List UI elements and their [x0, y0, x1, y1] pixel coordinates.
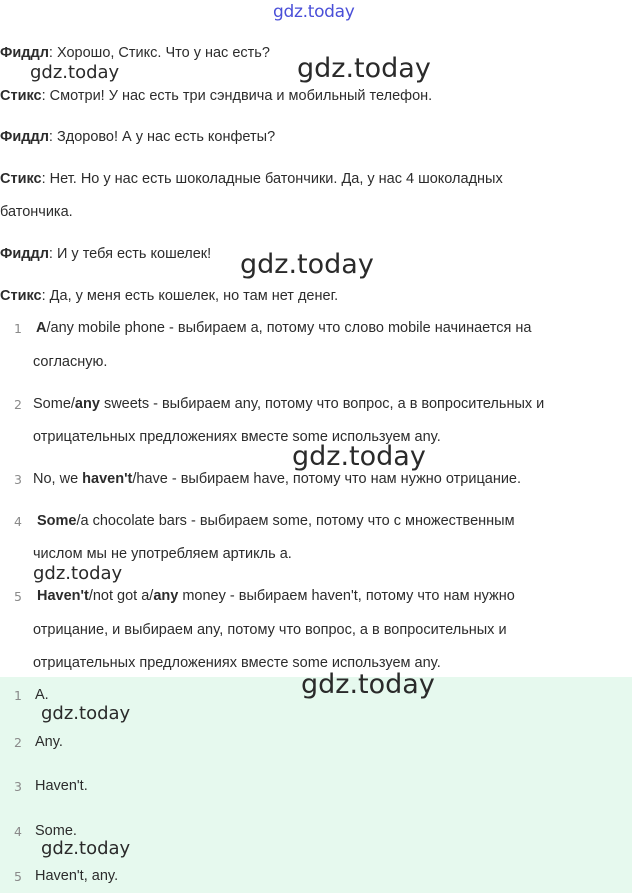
explanation-rest: /any mobile phone - выбираем a, потому что слово mobile начинается на [46, 320, 532, 336]
answer-text: Haven't. [35, 778, 88, 794]
explanation-rest: money - выбираем haven't, потому что нам нужно [178, 588, 515, 604]
item-number: 5 [14, 589, 22, 604]
explanation-text-line2: отрицание, и выбираем any, потому что вопрос, а в вопросительных и [33, 622, 507, 638]
dialogue-line [0, 171, 503, 187]
answer-text: Any. [35, 734, 63, 750]
speaker: Фиддл [0, 246, 49, 262]
chosen-word: haven't [82, 471, 133, 487]
explanation-rest: /have - выбираем have, потому что нам нужно отрицание. [132, 471, 522, 487]
line-text: : Хорошо, Стикс. Что у нас есть? [48, 45, 270, 61]
chosen-word: Some [37, 513, 77, 529]
explanation-text [33, 396, 544, 412]
line-text: : И у тебя есть кошелек! [48, 246, 212, 262]
explanation-pre: No, we [33, 471, 83, 487]
item-number: 3 [14, 779, 22, 794]
watermark: gdz.today [30, 62, 120, 83]
chosen-word: Haven't [37, 588, 89, 604]
item-number: 2 [14, 735, 22, 750]
dialogue-line-continued: батончика. [0, 204, 73, 220]
speaker: Стикс [0, 88, 42, 104]
answer-text: A. [35, 687, 49, 703]
line-text: : Нет. Но у нас есть шоколадные батончики. Да, у нас 4 шоколадных [41, 171, 503, 187]
watermark: gdz.today [41, 703, 131, 724]
dialogue-line [0, 45, 270, 61]
dialogue-line [0, 246, 211, 262]
item-number: 1 [14, 688, 22, 703]
explanation-rest: sweets - выбираем any, потому что вопрос, а в вопросительных и [99, 396, 545, 412]
speaker: Стикс [0, 171, 42, 187]
line-text: : Здорово! А у нас есть конфеты? [48, 129, 276, 145]
dialogue-line [0, 129, 275, 145]
explanation-text [33, 471, 521, 487]
watermark: gdz.today [292, 441, 426, 472]
explanation-text-line2: числом мы не употребляем артикль a. [33, 546, 292, 562]
answer-text: Some. [35, 823, 77, 839]
explanation-pre: Some/ [33, 396, 75, 412]
answer-text: Haven't, any. [35, 868, 119, 884]
line-text: : Да, у меня есть кошелек, но там нет денег. [41, 288, 339, 304]
dialogue-line [0, 88, 432, 104]
dialogue-line [0, 288, 338, 304]
speaker: Стикс [0, 288, 42, 304]
explanation-text [36, 320, 531, 336]
line-text: : Смотри! У нас есть три сэндвича и мобильный телефон. [41, 88, 433, 104]
explanation-rest: /a chocolate bars - выбираем some, потому что с множественным [76, 513, 515, 529]
item-number: 3 [14, 472, 22, 487]
explanation-text [37, 588, 515, 604]
explanation-text-line2: отрицательных предложениях вместе some используем any. [33, 429, 441, 445]
chosen-word: any [153, 588, 179, 604]
explanation-text-line2: согласную. [33, 354, 108, 370]
item-number: 1 [14, 321, 22, 336]
item-number: 4 [14, 514, 22, 529]
watermark: gdz.today [33, 563, 123, 584]
watermark: gdz.today [240, 249, 374, 280]
item-number: 5 [14, 869, 22, 884]
watermark-top: gdz.today [273, 2, 355, 22]
item-number: 4 [14, 824, 22, 839]
speaker: Фиддл [0, 129, 49, 145]
item-number: 2 [14, 397, 22, 412]
speaker: Фиддл [0, 45, 49, 61]
explanation-text [37, 513, 515, 529]
chosen-word: A [36, 320, 47, 336]
watermark: gdz.today [297, 53, 431, 84]
explanation-mid: /not got a/ [88, 588, 154, 604]
watermark: gdz.today [301, 669, 435, 700]
chosen-word: any [74, 396, 100, 412]
explanation-text-line3: отрицательных предложениях вместе some используем any. [33, 655, 441, 671]
watermark: gdz.today [41, 838, 131, 859]
